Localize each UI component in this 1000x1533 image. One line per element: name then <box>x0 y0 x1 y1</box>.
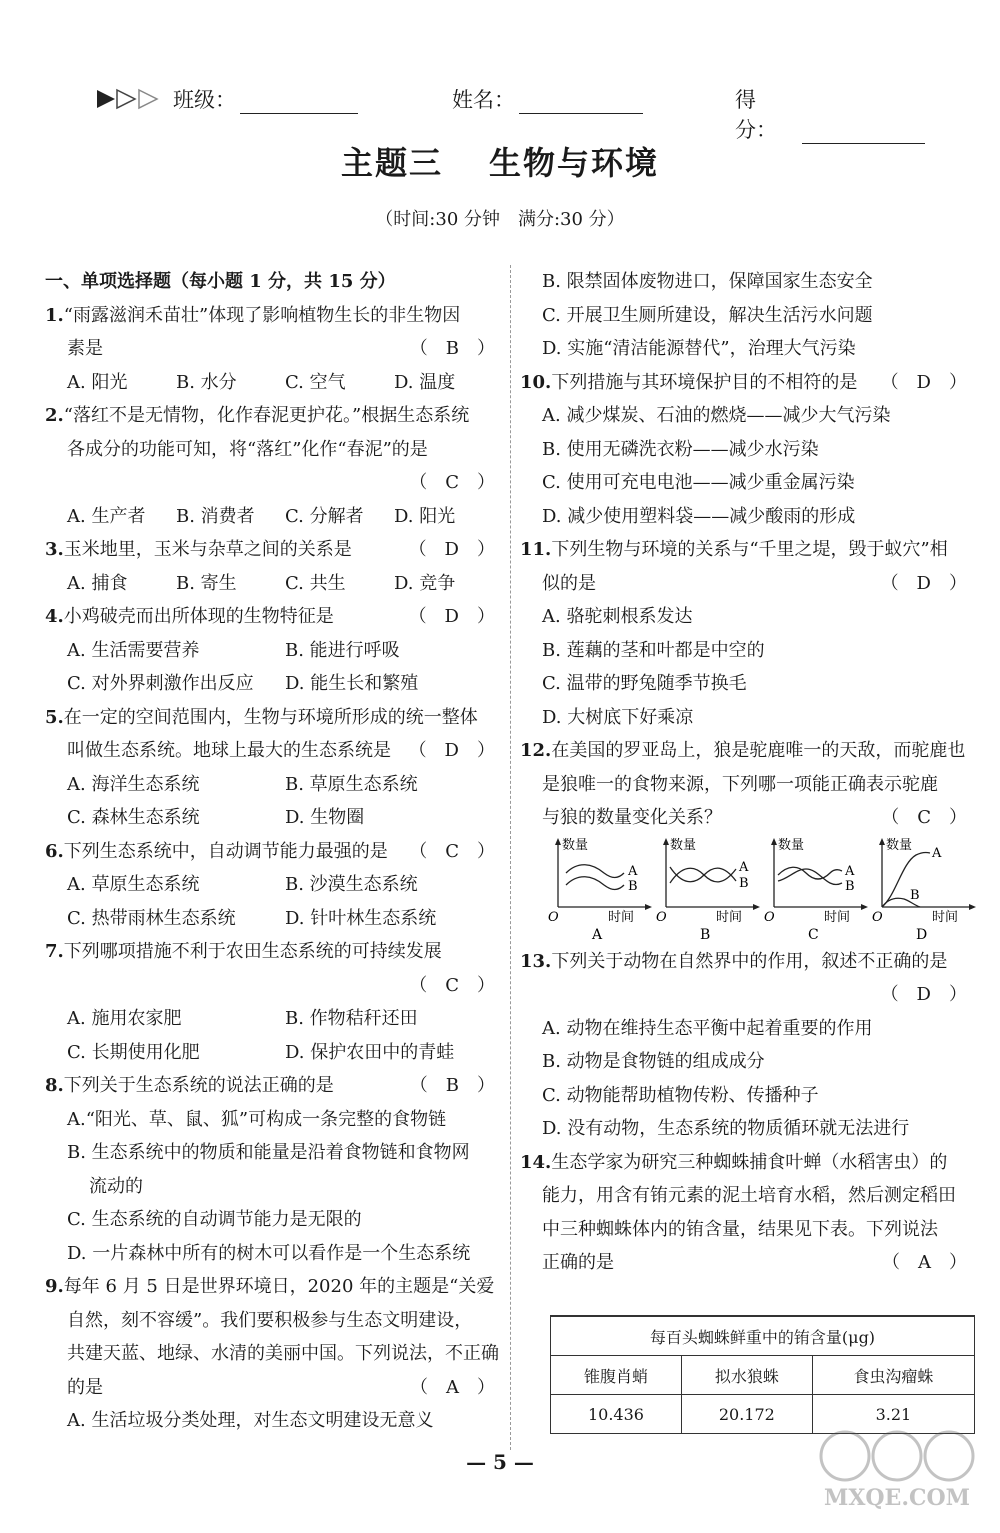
q2-line2: 各成分的功能可知，将“落红”化作“春泥”的是 <box>67 438 428 460</box>
q5-options-cd: C. 森林生态系统 D. 生物圈 <box>67 807 365 828</box>
name-label: 姓名： <box>452 88 515 112</box>
table-caption: 每百头蜘蛛鲜重中的铕含量(μg) <box>551 1316 975 1356</box>
q5-options-ab: A. 海洋生态系统 B. 草原生态系统 <box>67 773 418 795</box>
triangle-arrows-icon <box>95 88 167 110</box>
q10-option-d: D. 减少使用塑料袋——减少酸雨的形成 <box>542 505 856 527</box>
score-label: 得分： <box>735 88 777 142</box>
score-field <box>735 84 925 144</box>
q13-answer-line <box>520 978 975 1012</box>
q13-option-a: A. 动物在维持生态平衡中起着重要的作用 <box>542 1017 873 1039</box>
q14-line4: 正确的是 （ A ） <box>520 1246 975 1280</box>
q5-answer: （ D ） <box>408 740 495 761</box>
left-column <box>45 265 503 1438</box>
column-divider <box>510 265 511 1450</box>
graph-a-y-label: 数量 <box>562 837 589 853</box>
table-cell: 10.436 <box>551 1395 682 1434</box>
graph-b-series-b: B <box>739 875 749 891</box>
q6-options-ab: A. 草原生态系统 B. 沙漠生态系统 <box>67 874 418 895</box>
q8-line1: 8.下列关于生态系统的说法正确的是 （ B ） <box>45 1069 503 1103</box>
q8-option-b-cont: 流动的 <box>89 1175 143 1197</box>
q13-answer: （ D ） <box>880 984 967 1005</box>
graph-d <box>872 835 977 945</box>
name-field <box>452 84 643 114</box>
q8-option-c: C. 生态系统的自动调节能力是无限的 <box>67 1209 362 1230</box>
q2-answer-line <box>45 466 503 500</box>
graph-a-series-a: A <box>628 863 638 879</box>
page-number: — 5 — <box>466 1450 534 1474</box>
graph-b-origin: O <box>656 909 667 925</box>
q4-options-cd: C. 对外界刺激作出反应 D. 能生长和繁殖 <box>67 673 419 694</box>
graph-d-option-label: D <box>916 926 928 943</box>
q1-options: A. 阳光 B. 水分 C. 空气 D. 温度 <box>67 371 456 393</box>
graph-a-curve-a <box>566 864 624 877</box>
graph-b <box>656 835 761 945</box>
graph-d-series-b: B <box>910 887 920 903</box>
q8-option-b: B. 生态系统中的物质和能量是沿着食物链和食物网 <box>67 1142 470 1163</box>
q10-answer: （ D ） <box>880 371 967 393</box>
graph-a-option-label: A <box>592 926 603 943</box>
q7-options-ab: A. 施用农家肥 B. 作物秸秆还田 <box>67 1008 418 1029</box>
q3-answer: （ D ） <box>408 539 495 560</box>
q5-line2: 叫做生态系统。地球上最大的生态系统是 （ D ） <box>45 734 503 768</box>
q9-line4: 的是 （ A ） <box>45 1371 503 1405</box>
table-header: 锥腹肖蛸 <box>551 1356 682 1395</box>
q13-option-d: D. 没有动物，生态系统的物质循环就无法进行 <box>542 1118 910 1139</box>
graph-d-series-a: A <box>932 845 942 861</box>
page-subtitle: （时间:30 分钟 满分:30 分） <box>375 209 625 230</box>
graph-a-x-label: 时间 <box>608 909 635 925</box>
q1-line2: 素是 （ B ） <box>45 332 503 366</box>
table-header: 拟水狼蛛 <box>681 1356 812 1395</box>
q7-answer-line <box>45 969 503 1003</box>
graph-a-curve-b <box>566 876 624 889</box>
title-topic-number: 主题三 <box>340 144 443 182</box>
q9-line2: 自然，刻不容缓”。我们要积极参与生态文明建设， <box>67 1309 473 1331</box>
q6-line1: 6.下列生态系统中，自动调节能力最强的是 （ C ） <box>45 835 503 869</box>
q2-options: A. 生产者 B. 消费者 C. 分解者 D. 阳光 <box>67 505 456 527</box>
q14-line1: 14.生态学家为研究三种蜘蛛捕食叶蝉（水稻害虫）的 <box>520 1151 948 1173</box>
graph-b-series-a: A <box>739 859 749 875</box>
q14-line2: 能力，用含有铕元素的泥土培育水稻，然后测定稻田 <box>542 1185 956 1206</box>
graph-b-y-label: 数量 <box>670 837 697 853</box>
q3-options: A. 捕食 B. 寄生 C. 共生 D. 竞争 <box>67 572 456 594</box>
q9-option-b: B. 限禁固体废物进口，保障国家生态安全 <box>542 271 873 292</box>
graph-b-x-label: 时间 <box>716 909 743 925</box>
class-blank[interactable] <box>240 91 358 114</box>
graph-c <box>764 835 869 945</box>
q12-line2: 是狼唯一的食物来源，下列哪一项能正确表示驼鹿 <box>542 773 938 795</box>
europium-table <box>550 1315 975 1434</box>
right-column <box>520 265 975 1280</box>
q14-answer: （ A ） <box>882 1252 967 1273</box>
q8-option-a: A.“阳光、草、鼠、狐”可构成一条完整的食物链 <box>67 1108 447 1130</box>
graph-c-y-label: 数量 <box>778 837 805 853</box>
graph-c-x-label: 时间 <box>824 909 851 925</box>
graph-c-series-a: A <box>845 863 855 879</box>
table-cell: 20.172 <box>681 1395 812 1434</box>
graph-a <box>548 835 653 945</box>
q1-line1: 1.“雨露滋润禾苗壮”体现了影响植物生长的非生物因 <box>45 304 461 326</box>
q4-options-ab: A. 生活需要营养 B. 能进行呼吸 <box>67 639 400 661</box>
table-cell: 3.21 <box>812 1395 974 1434</box>
q12-answer: （ C ） <box>881 807 967 828</box>
q10-option-b: B. 使用无磷洗衣粉——减少水污染 <box>542 438 819 460</box>
q2-line1: 2.“落红不是无情物，化作春泥更护花。”根据生态系统 <box>45 405 470 426</box>
q10-line1: 10.下列措施与其环境保护目的不相符的是 （ D ） <box>520 366 975 400</box>
q7-line1: 7.下列哪项措施不利于农田生态系统的可持续发展 <box>45 941 442 962</box>
q13-option-b: B. 动物是食物链的组成成分 <box>542 1051 765 1072</box>
q6-options-cd: C. 热带雨林生态系统 D. 针叶林生态系统 <box>67 907 437 929</box>
q11-answer: （ D ） <box>880 572 967 594</box>
student-info-header <box>95 84 925 142</box>
q11-option-b: B. 莲藕的茎和叶都是中空的 <box>542 639 765 661</box>
q13-option-c: C. 动物能帮助植物传粉、传播种子 <box>542 1084 819 1106</box>
graph-a-series-b: B <box>628 878 638 894</box>
q6-answer: （ C ） <box>409 840 495 862</box>
q14-line3: 中三种蜘蛛体内的铕含量，结果见下表。下列说法 <box>542 1218 938 1240</box>
class-label: 班级： <box>173 88 236 112</box>
q11-line1: 11.下列生物与环境的关系与“千里之堤，毁于蚁穴”相 <box>520 539 948 560</box>
q3-line1: 3.玉米地里，玉米与杂草之间的关系是 （ D ） <box>45 533 503 567</box>
graph-a-origin: O <box>548 909 559 925</box>
q8-option-d: D. 一片森林中所有的树木可以看作是一个生态系统 <box>67 1242 471 1264</box>
q8-answer: （ B ） <box>409 1075 495 1096</box>
graph-d-origin: O <box>872 909 883 925</box>
graph-c-option-label: C <box>808 926 819 943</box>
title-topic-name: 生物与环境 <box>489 144 660 182</box>
section-title: 一、单项选择题（每小题 1 分，共 15 分） <box>45 271 396 292</box>
q12-line1: 12.在美国的罗亚岛上，狼是驼鹿唯一的天敌，而驼鹿也 <box>520 740 966 761</box>
graph-d-y-label: 数量 <box>886 837 913 853</box>
graph-c-origin: O <box>764 909 775 925</box>
q9-line1: 9.每年 6 月 5 日是世界环境日，2020 年的主题是“关爱 <box>45 1276 495 1297</box>
graph-d-curve-a <box>882 852 930 907</box>
q11-option-d: D. 大树底下好乘凉 <box>542 706 694 728</box>
q11-option-c: C. 温带的野兔随季节换毛 <box>542 673 747 694</box>
class-field <box>173 84 358 114</box>
q9-option-c: C. 开展卫生厕所建设，解决生活污水问题 <box>542 304 873 326</box>
q2-answer: （ C ） <box>409 472 495 493</box>
page-title <box>0 138 1000 184</box>
q9-line3: 共建天蓝、地绿、水清的美丽中国。下列说法，不正确 <box>67 1343 499 1364</box>
watermark-logo <box>815 1421 980 1511</box>
q7-options-cd: C. 长期使用化肥 D. 保护农田中的青蛙 <box>67 1041 455 1063</box>
q9-option-d: D. 实施“清洁能源替代”，治理大气污染 <box>542 338 856 359</box>
q4-answer: （ D ） <box>408 606 495 627</box>
q5-line1: 5.在一定的空间范围内，生物与环境所形成的统一整体 <box>45 706 478 728</box>
q10-option-a: A. 减少煤炭、石油的燃烧——减少大气污染 <box>542 405 891 426</box>
q11-option-a: A. 骆驼刺根系发达 <box>542 606 693 627</box>
q11-line2: 似的是 （ D ） <box>520 567 975 601</box>
q12-graphs <box>548 835 975 945</box>
q12-line3: 与狼的数量变化关系？ （ C ） <box>520 801 975 835</box>
q10-option-c: C. 使用可充电电池——减少重金属污染 <box>542 472 855 493</box>
graph-c-series-b: B <box>845 878 855 894</box>
q9-answer: （ A ） <box>410 1376 495 1398</box>
watermark-text: MXQE.COM <box>823 1485 971 1511</box>
q9-option-a: A. 生活垃圾分类处理，对生态文明建设无意义 <box>67 1410 434 1431</box>
table-header: 食虫沟瘤蛛 <box>812 1356 974 1395</box>
q7-answer: （ C ） <box>409 974 495 996</box>
name-blank[interactable] <box>519 91 643 114</box>
q13-line1: 13.下列关于动物在自然界中的作用，叙述不正确的是 <box>520 950 948 972</box>
graph-b-option-label: B <box>700 926 711 943</box>
graph-d-x-label: 时间 <box>932 909 959 925</box>
q1-answer: （ B ） <box>409 338 495 359</box>
q4-line1: 4.小鸡破壳而出所体现的生物特征是 （ D ） <box>45 600 503 634</box>
